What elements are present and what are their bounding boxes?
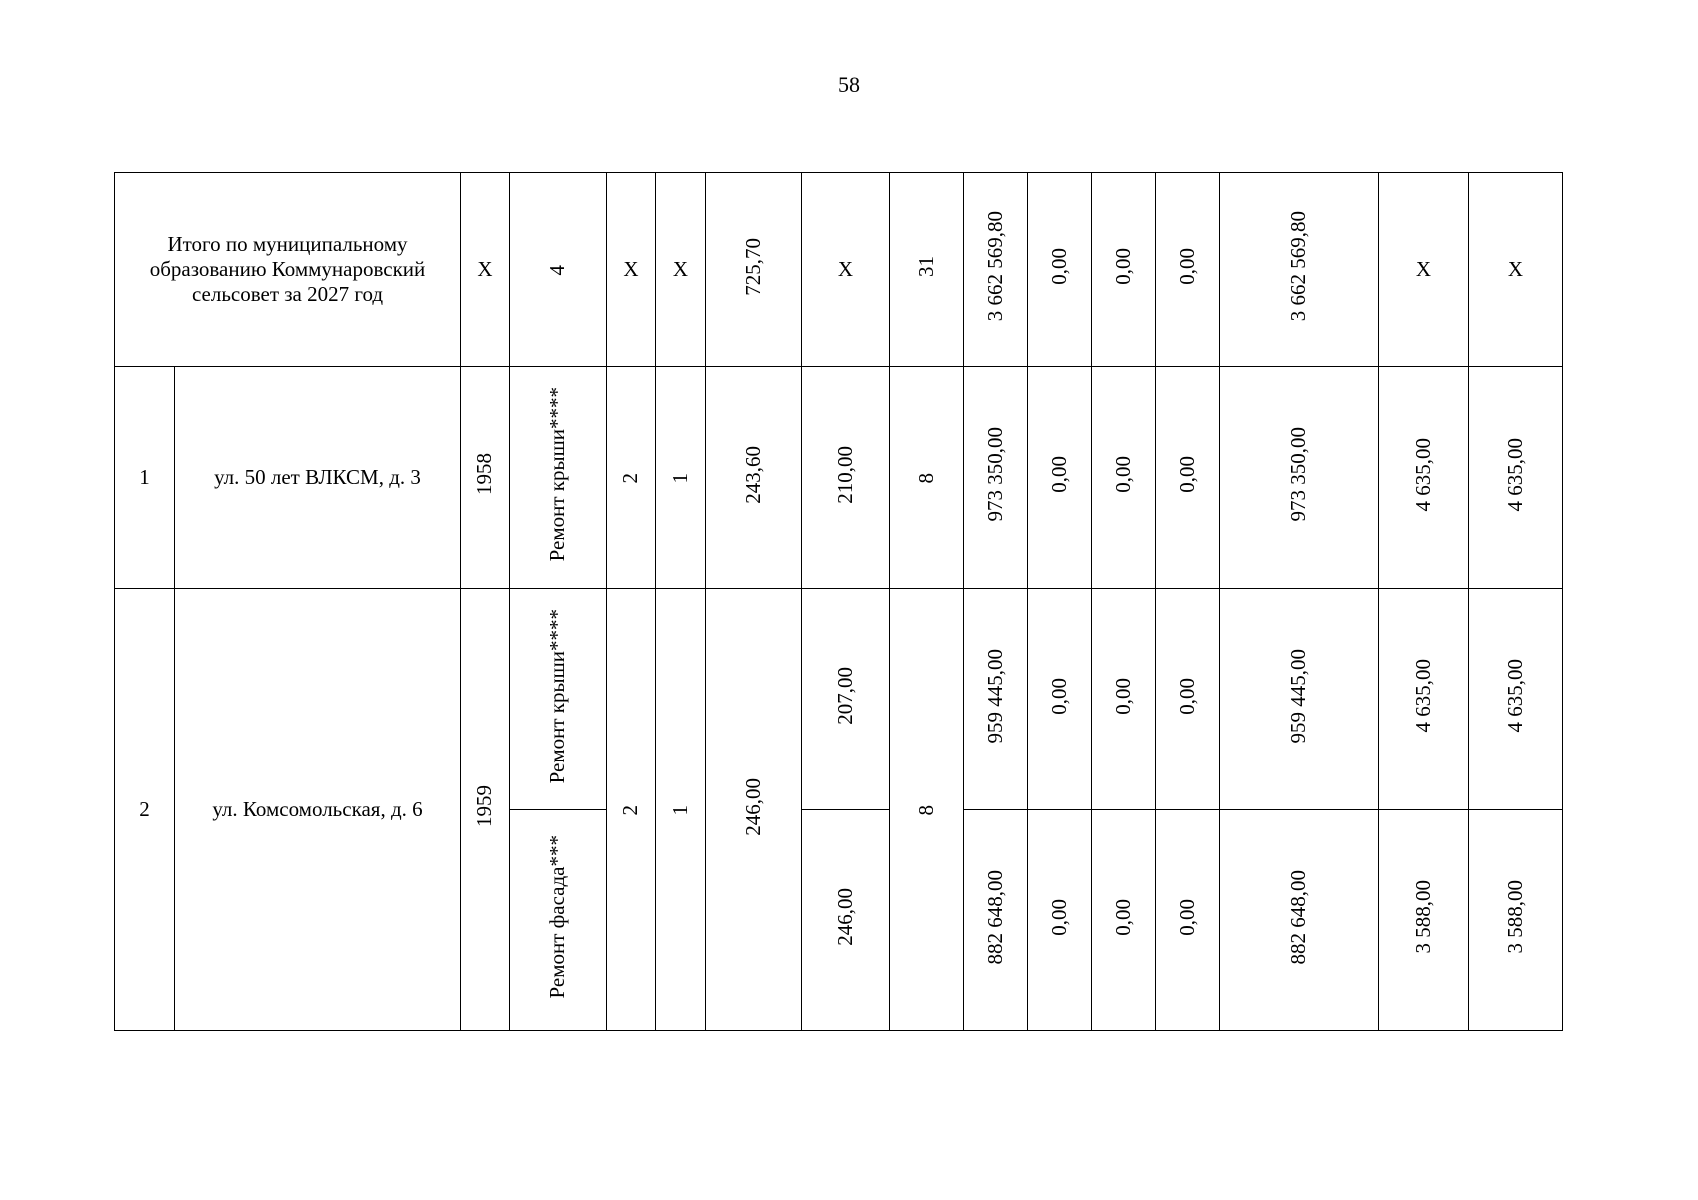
- fund-4: 882 648,00: [1220, 810, 1379, 1031]
- total-col-f: Х: [1469, 173, 1563, 367]
- fund-3: 0,00: [1156, 367, 1220, 589]
- area: 246,00: [706, 589, 802, 1031]
- total-area: 725,70: [706, 173, 802, 367]
- address-cell: ул. Комсомольская, д. 6: [175, 589, 461, 1031]
- col-a: 2: [607, 589, 656, 1031]
- fund-4: 973 350,00: [1220, 367, 1379, 589]
- row-number: 1: [115, 367, 175, 589]
- col-d: 8: [890, 367, 964, 589]
- cost-total: 882 648,00: [964, 810, 1028, 1031]
- build-year: 1958: [461, 367, 510, 589]
- total-label: Итого по муниципальному образованию Коммунаровский сельсовет за 2027 год: [115, 173, 461, 367]
- work-type: Ремонт фасада***: [510, 810, 607, 1031]
- col-e: 4 635,00: [1379, 367, 1469, 589]
- fund-3: 0,00: [1156, 810, 1220, 1031]
- work-volume: 210,00: [802, 367, 890, 589]
- col-f: 4 635,00: [1469, 589, 1563, 810]
- col-e: 4 635,00: [1379, 589, 1469, 810]
- fund-1: 0,00: [1028, 367, 1092, 589]
- col-f: 4 635,00: [1469, 367, 1563, 589]
- work-type: Ремонт крыши****: [510, 589, 607, 810]
- total-fund-2: 0,00: [1092, 173, 1156, 367]
- fund-2: 0,00: [1092, 367, 1156, 589]
- total-year: Х: [461, 173, 510, 367]
- fund-2: 0,00: [1092, 589, 1156, 810]
- col-b: 1: [656, 589, 706, 1031]
- total-fund-3: 0,00: [1156, 173, 1220, 367]
- fund-1: 0,00: [1028, 589, 1092, 810]
- area: 243,60: [706, 367, 802, 589]
- cost-total: 959 445,00: [964, 589, 1028, 810]
- fund-2: 0,00: [1092, 810, 1156, 1031]
- build-year: 1959: [461, 589, 510, 1031]
- total-col-d: 31: [890, 173, 964, 367]
- col-b: 1: [656, 367, 706, 589]
- fund-4: 959 445,00: [1220, 589, 1379, 810]
- total-col-c: Х: [802, 173, 890, 367]
- total-work-count: 4: [510, 173, 607, 367]
- work-volume: 246,00: [802, 810, 890, 1031]
- total-col-e: Х: [1379, 173, 1469, 367]
- col-d: 8: [890, 589, 964, 1031]
- repair-schedule-table: [114, 172, 1563, 1031]
- total-row: [115, 173, 1563, 367]
- col-e: 3 588,00: [1379, 810, 1469, 1031]
- col-f: 3 588,00: [1469, 810, 1563, 1031]
- cost-total: 973 350,00: [964, 367, 1028, 589]
- work-type: Ремонт крыши****: [510, 367, 607, 589]
- fund-1: 0,00: [1028, 810, 1092, 1031]
- total-cost: 3 662 569,80: [964, 173, 1028, 367]
- total-col-a: Х: [607, 173, 656, 367]
- work-volume: 207,00: [802, 589, 890, 810]
- total-col-b: Х: [656, 173, 706, 367]
- table-row: [115, 367, 1563, 589]
- total-fund-1: 0,00: [1028, 173, 1092, 367]
- table-row: [115, 589, 1563, 810]
- address-cell: ул. 50 лет ВЛКСМ, д. 3: [175, 367, 461, 589]
- page-number: 58: [838, 72, 860, 97]
- fund-3: 0,00: [1156, 589, 1220, 810]
- row-number: 2: [115, 589, 175, 1031]
- col-a: 2: [607, 367, 656, 589]
- total-fund-4: 3 662 569,80: [1220, 173, 1379, 367]
